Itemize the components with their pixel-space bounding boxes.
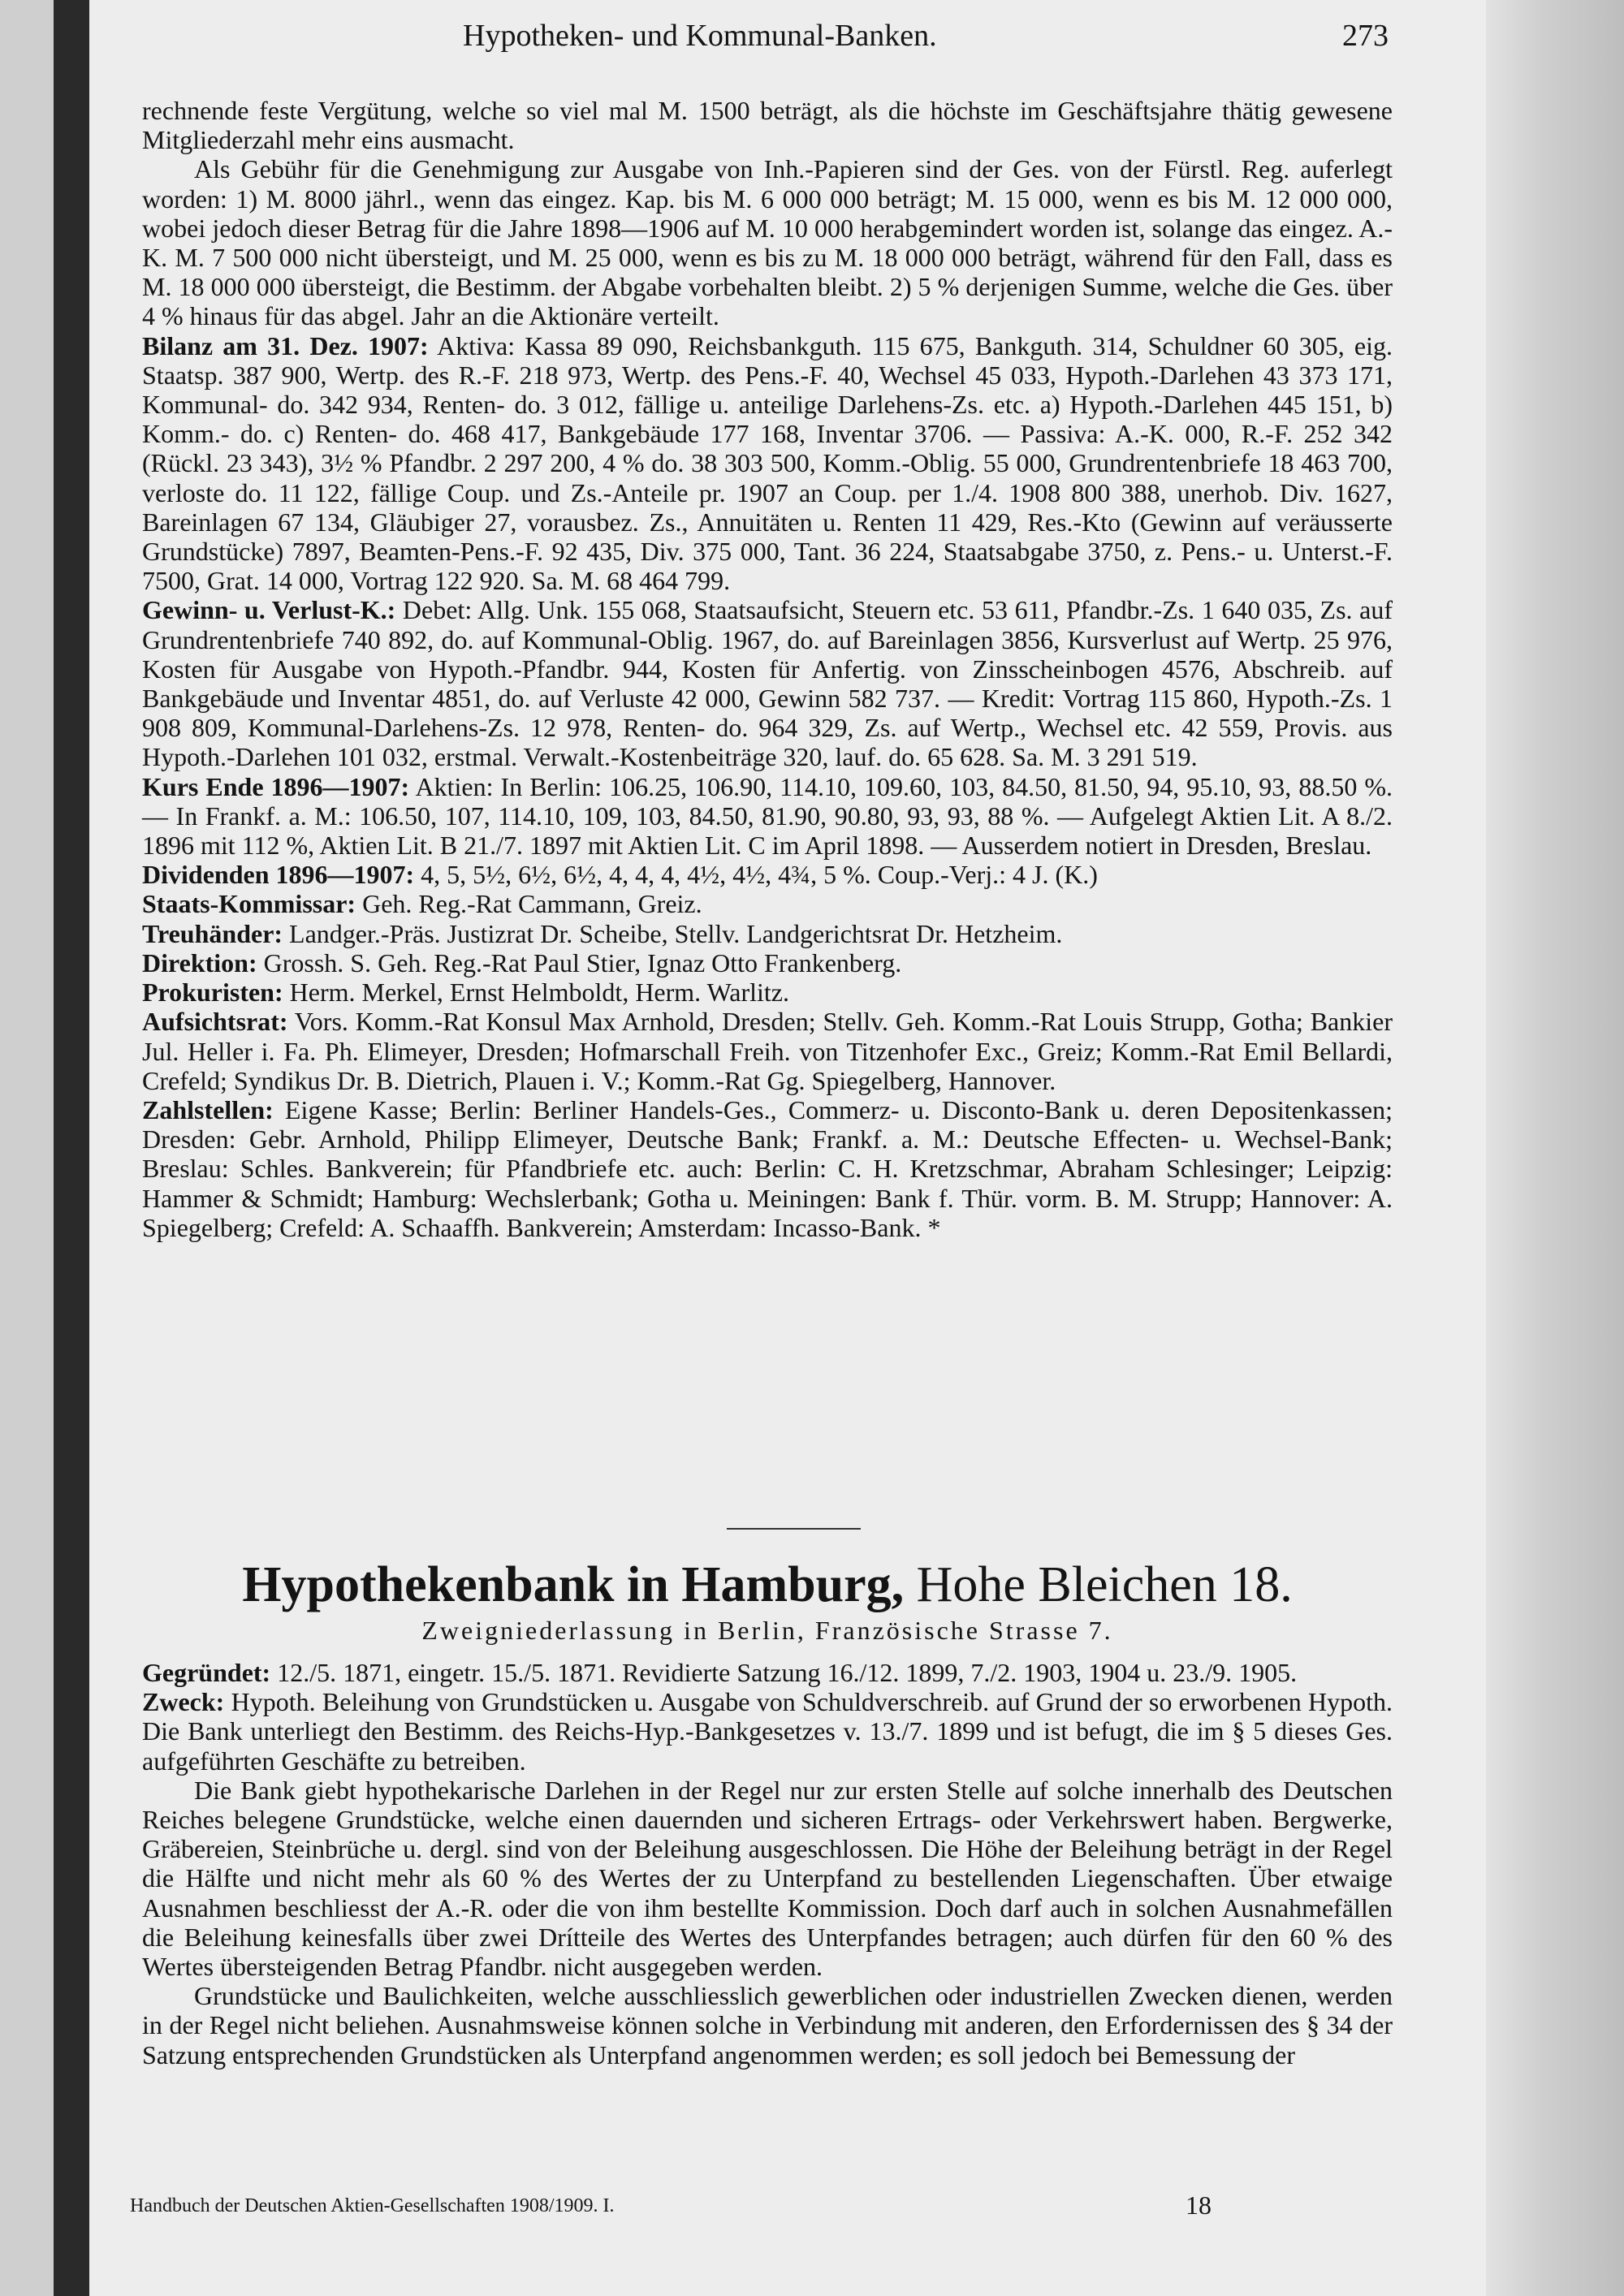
entry-label: Zahlstellen: (142, 1094, 274, 1124)
page-edge (1486, 0, 1624, 2296)
entry-label: Dividenden 1896—1907: (142, 860, 415, 890)
entry-aufsichtsrat (142, 1007, 1393, 1095)
entry-zahlstellen (142, 1095, 1393, 1242)
entry-text: 4, 5, 5½, 6½, 6½, 4, 4, 4, 4½, 4½, 4¾, 5 %. Coup.-Verj.: 4 J. (K.) (421, 860, 1098, 890)
entry-label: Gewinn- u. Verlust-K.: (142, 595, 396, 625)
entry-zweck (142, 1687, 1393, 1776)
entry-text: Vors. Komm.-Rat Konsul Max Arnhold, Dresden; Stellv. Geh. Komm.-Rat Louis Strupp, Gotha; Bankier Jul. Heller i. Fa. Ph. Elimeyer, Dresden; Hofmarschall Freih. von Titzenhofer Exc., Greiz; Komm.-Rat Emil Bellardi, Crefeld; Syndikus Dr. B. Dietrich, Plauen i. V.; Komm.-Rat Gg. Spiegelberg, Hannover. (142, 1007, 1393, 1095)
paragraph: Grundstücke und Baulichkeiten, welche ausschliesslich gewerblichen oder industriellen Zwecken dienen, werden in der Regel nicht beliehen. Ausnahmsweise können solche in Verbindung mit anderen, den Erfordernissen des § 34 der Satzung entsprechenden Grundstücken als Unterpfand angenommen werden; es soll jedoch bei Bemessung der (142, 1981, 1393, 2069)
signature-mark: 18 (1186, 2190, 1212, 2220)
entry-text: Geh. Reg.-Rat Cammann, Greiz. (362, 889, 702, 919)
entry-text: Hypoth. Beleihung von Grundstücken u. Ausgabe von Schuldverschreib. auf Grund der so erworbenen Hypoth. Die Bank unterliegt den Bestimm. des Reichs-Hyp.-Bankgesetzes v. 13./7. 1899 und ist befugt, die im § 5 dieses Ges. aufgeführten Geschäfte zu betreiben. (142, 1687, 1393, 1776)
paragraph: Als Gebühr für die Genehmigung zur Ausgabe von Inh.-Papieren sind der Ges. von der Fürstl. Reg. auferlegt worden: 1) M. 8000 jährl., wenn das eingez. Kap. bis M. 6 000 000 beträgt; M. 15 000, wenn es bis M. 12 000 000, wobei jedoch dieser Betrag für die Jahre 1898—1906 auf M. 10 000 herabgemindert worden ist, solange das eingez. A.-K. M. 7 500 000 nicht übersteigt, und M. 25 000, wenn es bis zu M. 18 000 000 beträgt, während für den Fall, dass es M. 18 000 000 übersteigt, die Bestimm. der Abgabe vorbehalten bleibt. 2) 5 % derjenigen Summe, welche die Ges. über 4 % hinaus für das abgel. Jahr an die Aktionäre verteilt. (142, 154, 1393, 331)
entry-text: Eigene Kasse; Berlin: Berliner Handels-Ges., Commerz- u. Disconto-Bank u. deren Depositenkassen; Dresden: Gebr. Arnhold, Philipp Elimeyer, Deutsche Bank; Frankf. a. M.: Deutsche Effecten- u. Wechsel-Bank; Breslau: Schles. Bankverein; für Pfandbriefe etc. auch: Berlin: C. H. Kretzschmar, Abraham Schlesinger; Leipzig: Hammer & Schmidt; Hamburg: Wechslerbank; Gotha u. Meiningen: Bank f. Thür. vorm. B. M. Strupp; Hannover: A. Spiegelberg; Crefeld: A. Schaaffh. Bankverein; Amsterdam: Incasso-Bank. * (142, 1094, 1393, 1242)
entry-label: Kurs Ende 1896—1907: (142, 771, 410, 801)
entry-label: Zweck: (142, 1687, 225, 1717)
entry-bilanz (142, 331, 1393, 596)
bank-name: Hypothekenbank in Hamburg, (242, 1557, 905, 1612)
section-hypothekenbank-hamburg (142, 1658, 1393, 2069)
entry-label: Staats-Kommissar: (142, 889, 356, 919)
bank-address: Hohe Bleichen 18. (916, 1557, 1293, 1612)
entry-staats-kommissar (142, 889, 1393, 918)
entry-text: Debet: Allg. Unk. 155 068, Staatsaufsicht, Steuern etc. 53 611, Pfandbr.-Zs. 1 640 035, Zs. auf Grundrentenbriefe 740 892, do. auf Kommunal-Oblig. 1967, do. auf Bareinlagen 3856, Kursverlust auf Wertp. 25 976, Kosten für Ausgabe von Hypoth.-Pfandbr. 944, Kosten für Anfertig. von Zinsscheinbogen 4576, Abschreib. auf Bankgebäude und Inventar 4851, do. auf Verluste 42 000, Gewinn 582 737. — Kredit: Vortrag 115 860, Hypoth.-Zs. 1 908 809, Kommunal-Darlehens-Zs. 12 978, Renten- do. 964 329, Zs. auf Wertp., Wechsel etc. 42 559, Provis. aus Hypoth.-Darlehen 101 032, erstmal. Verwalt.-Kostenbeiträge 320, lauf. do. 65 628. Sa. M. 3 291 519. (142, 595, 1393, 772)
entry-text: Aktien: In Berlin: 106.25, 106.90, 114.10, 109.60, 103, 84.50, 81.50, 94, 95.10, 93, 88.50 %. — In Frankf. a. M.: 106.50, 107, 114.10, 109, 103, 84.50, 81.90, 90.80, 93, 93, 88 %. — Aufgelegt Aktien Lit. A 8./2. 1896 mit 112 %, Aktien Lit. B 21./7. 1897 mit Aktien Lit. C im April 1898. — Ausserdem notiert in Dresden, Breslau. (142, 771, 1393, 861)
entry-gegruendet (142, 1658, 1393, 1687)
book-gutter (54, 0, 89, 2296)
page-footer (130, 2190, 1212, 2220)
branch-line: Zweigniederlassung in Berlin, Französische Strasse 7. (421, 1616, 1113, 1645)
section-previous-bank (142, 96, 1393, 1242)
paragraph: Die Bank giebt hypothekarische Darlehen in der Regel nur zur ersten Stelle auf solche innerhalb des Deutschen Reiches belegene Grundstücke, welche einen dauernden und sicheren Ertrags- oder Verkehrswert haben. Bergwerke, Gräbereien, Steinbrüche u. dergl. sind von der Beleihung ausgeschlossen. Die Höhe der Beleihung beträgt in der Regel die Hälfte und nicht mehr als 60 % des Wertes der zu Unterpfand zu bestellenden Liegenschaften. Über etwaige Ausnahmen beschliesst der A.-R. oder die von ihm bestellte Kommission. Doch darf auch in solchen Ausnahmefällen die Beleihung keinesfalls über zwei Drítteile des Wertes des Unterpfandes betragen; auch dürfen für den 60 % des Wertes übersteigenden Betrag Pfandbr. nicht ausgegeben werden. (142, 1775, 1393, 1982)
header-title: Hypotheken- und Kommunal-Banken. (463, 19, 937, 53)
entry-prokuristen (142, 978, 1393, 1007)
entry-label: Bilanz am 31. Dez. 1907: (142, 330, 429, 360)
entry-label: Prokuristen: (142, 978, 283, 1008)
entry-dividenden (142, 860, 1393, 889)
entry-label: Direktion: (142, 947, 257, 978)
entry-text: Aktiva: Kassa 89 090, Reichsbankguth. 115 675, Bankguth. 314, Schuldner 60 305, eig. Staatsp. 387 900, Wertp. des R.-F. 218 973, Wertp. des Pens.-F. 40, Wechsel 45 033, Hypoth.-Darlehen 43 373 171, Kommunal- do. 342 934, Renten- do. 3 012, fällige u. anteilige Darlehens-Zs. etc. a) Hypoth.-Darlehen 445 151, b) Komm.- do. c) Renten- do. 468 417, Bankgebäude 177 168, Inventar 3706. — Passiva: A.-K. 000, R.-F. 252 342 (Rückl. 23 343), 3½ % Pfandbr. 2 297 200, 4 % do. 38 303 500, Komm.-Oblig. 55 000, Grundrentenbriefe 18 463 700, verloste do. 11 122, fällige Coup. und Zs.-Anteile pr. 1907 an Coup. per 1./4. 1908 800 388, unerhob. Div. 1627, Bareinlagen 67 134, Gläubiger 27, vorausbez. Zs., Annuitäten u. Renten 11 429, Res.-Kto (Gewinn auf veräusserte Grundstücke) 7897, Beamten-Pens.-F. 92 435, Div. 375 000, Tant. 36 224, Staatsabgabe 3750, z. Pens.- u. Unterst.-F. 7500, Grat. 14 000, Vortrag 122 920. Sa. M. 68 464 799. (142, 330, 1393, 596)
left-page-margin (0, 0, 54, 2296)
entry-gewinn-verlust (142, 595, 1393, 771)
entry-treuhaender (142, 919, 1393, 948)
entry-direktion (142, 948, 1393, 978)
page-number: 273 (1342, 19, 1389, 53)
footer-text: Handbuch der Deutschen Aktien-Gesellschaften 1908/1909. I. (130, 2195, 615, 2216)
entry-label: Gegründet: (142, 1658, 271, 1687)
entry-label: Treuhänder: (142, 918, 283, 948)
entry-text: Herm. Merkel, Ernst Helmboldt, Herm. Warlitz. (289, 978, 789, 1008)
paragraph: rechnende feste Vergütung, welche so viel mal M. 1500 beträgt, als die höchste im Geschäftsjahre thätig gewesene Mitgliederzahl mehr eins ausmacht. (142, 96, 1393, 155)
entry-text: 12./5. 1871, eingetr. 15./5. 1871. Revidierte Satzung 16./12. 1899, 7./2. 1903, 1904 u. 23./9. 1905. (277, 1658, 1298, 1687)
entry-text: Grossh. S. Geh. Reg.-Rat Paul Stier, Ignaz Otto Frankenberg. (263, 947, 902, 978)
bank-heading (142, 1556, 1393, 1614)
entry-label: Aufsichtsrat: (142, 1007, 288, 1037)
running-header (138, 18, 1397, 58)
section-divider (727, 1528, 861, 1530)
entry-text: Landger.-Präs. Justizrat Dr. Scheibe, Stellv. Landgerichtsrat Dr. Hetzheim. (289, 918, 1063, 948)
entry-kurs (142, 772, 1393, 861)
